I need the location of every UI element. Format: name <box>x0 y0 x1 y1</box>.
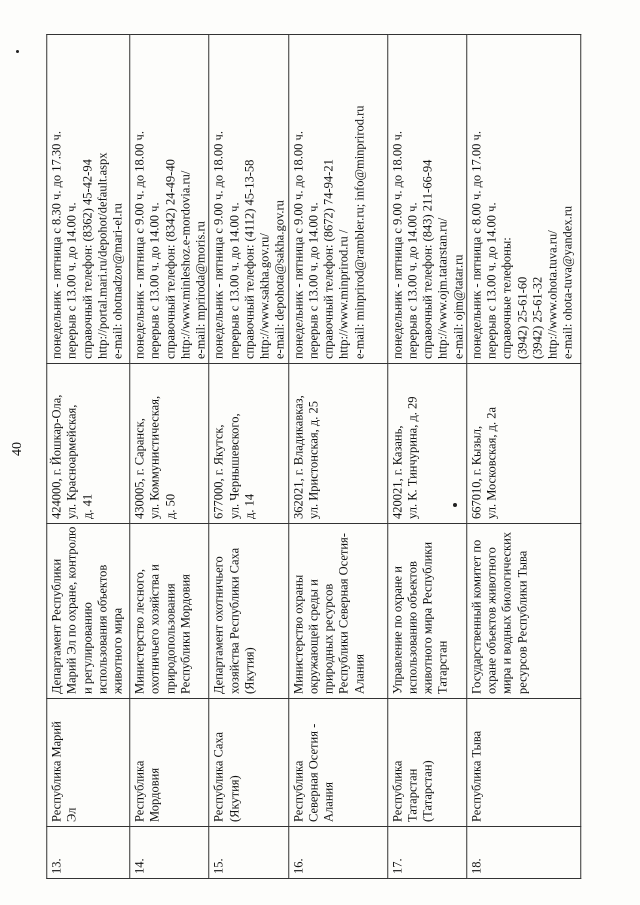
row-number: 17. <box>387 827 466 879</box>
table-row <box>130 35 209 879</box>
region-line: Эл <box>64 807 79 822</box>
contacts-line: e-mail: ohota-tuva@yandex.ru <box>560 205 575 359</box>
agency-line: природопользования <box>162 583 177 694</box>
region-line: Республика <box>290 760 305 822</box>
agency-line: охране объектов животного <box>484 547 499 694</box>
contacts-line: перерыв с 13.00 ч. до 14.00 ч. <box>306 202 320 359</box>
scan-speck <box>16 50 19 53</box>
agency-line: хозяйства Республики Саха <box>226 547 241 694</box>
agency-line: Марий Эл по охране, контролю <box>64 526 79 694</box>
contacts-line: понедельник - пятница с 9.00 ч. до 18.00 ч. <box>389 131 404 359</box>
region-line: Республика Тыва <box>469 730 483 822</box>
contacts-line: перерыв с 13.00 ч. до 14.00 ч. <box>226 202 241 359</box>
contacts-line: понедельник - пятница с 8.00 ч. до 17.00 ч. <box>469 131 483 359</box>
address-cell <box>387 364 466 524</box>
region-line: Северная Осетия - <box>306 723 320 822</box>
contacts-line: e-mail: ojm@tatar.ru <box>450 254 465 359</box>
agency-line: Алания <box>351 654 366 694</box>
row-number: 18. <box>467 827 581 879</box>
region-cell <box>47 699 130 827</box>
table-row <box>47 35 130 879</box>
region-line: Республика <box>132 760 147 822</box>
page-number: 40 <box>10 442 25 456</box>
agency-cell <box>47 524 130 699</box>
row-number: 16. <box>288 827 387 879</box>
contacts-line: перерыв с 13.00 ч. до 14.00 ч. <box>64 202 79 359</box>
agency-cell <box>387 524 466 699</box>
agency-cell <box>467 524 581 699</box>
address-line: 667010, г. Кызыл, <box>469 425 483 519</box>
region-line: Республика Саха <box>211 731 226 822</box>
agency-line: Департамент Республики <box>49 558 64 694</box>
contacts-line: e-mail: minprirod@rambler.ru; info@minprirod.ru <box>351 105 366 359</box>
agency-line: мира и водных биологических <box>499 531 514 694</box>
address-cell <box>130 364 209 524</box>
contacts-line: http://www.ojm.tatarstan.ru/ <box>435 217 450 359</box>
address-line: ул. К. Тинчурина, д. 29 <box>405 396 419 519</box>
contacts-line: справочный телефон: (8672) 74-94-21 <box>321 159 336 359</box>
scan-speck <box>453 503 457 507</box>
agency-cell <box>130 524 209 699</box>
contacts-line: перерыв с 13.00 ч. до 14.00 ч. <box>147 202 162 359</box>
agency-line: Татарстан <box>435 640 450 694</box>
address-line: 677000, г. Якутск, <box>211 424 226 519</box>
agency-line: животного мира Республики <box>420 541 435 694</box>
agency-line: Республики Северная Осетия- <box>336 533 351 694</box>
contacts-line: (3942) 25-61-60 <box>514 276 529 359</box>
region-cell <box>288 699 387 827</box>
contacts-line: http://www.minleshoz.e-mordovia.ru/ <box>178 170 192 359</box>
region-cell <box>130 699 209 827</box>
address-line: ул. Чернышевского, <box>226 413 241 519</box>
address-line: 424000, г. Йошкар-Ола, <box>49 394 64 519</box>
region-line: Республика Марий <box>49 721 64 822</box>
address-line: д. 41 <box>79 493 94 519</box>
contacts-line: понедельник - пятница с 8.30 ч. до 17.30 ч. <box>49 131 64 359</box>
contacts-line: справочные телефоны: <box>499 237 514 359</box>
region-cell <box>387 699 466 827</box>
table-row <box>387 35 466 879</box>
contacts-line: справочный телефон: (8362) 45-42-94 <box>79 159 94 359</box>
agency-line: животного мира <box>110 607 125 694</box>
contacts-line: перерыв с 13.00 ч. до 14.00 ч. <box>405 202 419 359</box>
agency-line: окружающей среды и <box>306 579 320 694</box>
contacts-line: понедельник - пятница с 9.00 ч. до 18.00 ч. <box>290 131 305 359</box>
address-line: д. 14 <box>242 493 256 519</box>
address-line: 430005, г. Саранск, <box>132 418 147 519</box>
address-line: ул. Коммунистическая, <box>147 395 162 519</box>
contacts-line: http://www.sakha.gov.ru/ <box>257 233 272 359</box>
agency-line: и регулированию <box>79 602 94 694</box>
region-cell <box>209 699 288 827</box>
address-line: д. 50 <box>162 493 177 519</box>
agency-line: охотничьего хозяйства и <box>147 564 162 694</box>
address-line: ул. Красноармейская, <box>64 404 79 519</box>
address-line: 362021, г. Владикавказ, <box>290 395 305 519</box>
row-number: 13. <box>47 827 130 879</box>
agency-line: Республики Мордовия <box>178 574 192 694</box>
agency-line: Министерство лесного, <box>132 569 147 694</box>
address-cell <box>288 364 387 524</box>
region-line: Республика <box>389 760 404 822</box>
table-row <box>209 35 288 879</box>
address-line: 420021, г. Казань, <box>389 425 404 519</box>
region-line: Алания <box>321 782 336 822</box>
address-cell <box>47 364 130 524</box>
agency-line: (Якутия) <box>242 647 256 694</box>
contacts-line: понедельник - пятница с 9.00 ч. до 18.00 ч. <box>132 131 147 359</box>
contacts-line: http://www.minprirod.ru / <box>336 229 351 359</box>
contacts-line: http://portal.mari.ru/depohot/default.aspx <box>95 152 109 359</box>
row-number: 15. <box>209 827 288 879</box>
contacts-cell <box>288 35 387 364</box>
contacts-line: e-mail: depohota@sakha.gov.ru <box>272 200 287 359</box>
contacts-line: справочный телефон: (843) 211-66-94 <box>420 159 435 359</box>
agency-line: Министерство охраны <box>290 574 305 694</box>
contacts-line: http://www.ohota.tuva.ru/ <box>545 230 560 359</box>
address-line: ул. Иристонская, д. 25 <box>306 400 320 519</box>
table-row <box>288 35 387 879</box>
contacts-cell <box>387 35 466 364</box>
agency-line: природных ресурсов <box>321 583 336 694</box>
contacts-line: понедельник - пятница с 9.00 ч. до 18.00 ч. <box>211 131 226 359</box>
region-cell <box>467 699 581 827</box>
agency-cell <box>288 524 387 699</box>
regional-agencies-table <box>46 34 581 879</box>
table-row <box>467 35 581 879</box>
agency-line: ресурсов Республики Тыва <box>514 550 529 694</box>
agency-line: Государственный комитет по <box>469 539 483 694</box>
agency-line: использования объектов <box>95 564 109 694</box>
contacts-cell <box>47 35 130 364</box>
address-cell <box>467 364 581 524</box>
contacts-line: справочный телефон: (8342) 24-49-40 <box>162 159 177 359</box>
region-line: (Якутия) <box>226 775 241 822</box>
address-cell <box>209 364 288 524</box>
contacts-cell <box>209 35 288 364</box>
contacts-cell <box>130 35 209 364</box>
agency-line: Департамент охотничьего <box>211 556 226 694</box>
contacts-line: (3942) 25-61-32 <box>530 276 544 359</box>
address-line: ул. Московская, д. 2а <box>484 406 499 519</box>
region-line: (Татарстан) <box>420 760 435 822</box>
contacts-cell <box>467 35 581 364</box>
region-line: Мордовия <box>147 767 162 822</box>
contacts-line: перерыв с 13.00 ч. до 14.00 ч. <box>484 202 499 359</box>
contacts-line: e-mail: ohotnadzor@mari-el.ru <box>110 203 125 359</box>
contacts-line: e-mail: mpriroda@moris.ru <box>193 221 208 359</box>
agency-cell <box>209 524 288 699</box>
agency-line: Управление по охране и <box>389 566 404 694</box>
agency-line: использованию объектов <box>405 561 419 694</box>
region-line: Татарстан <box>405 768 419 822</box>
row-number: 14. <box>130 827 209 879</box>
contacts-line: справочный телефон: (4112) 45-13-58 <box>242 159 256 359</box>
